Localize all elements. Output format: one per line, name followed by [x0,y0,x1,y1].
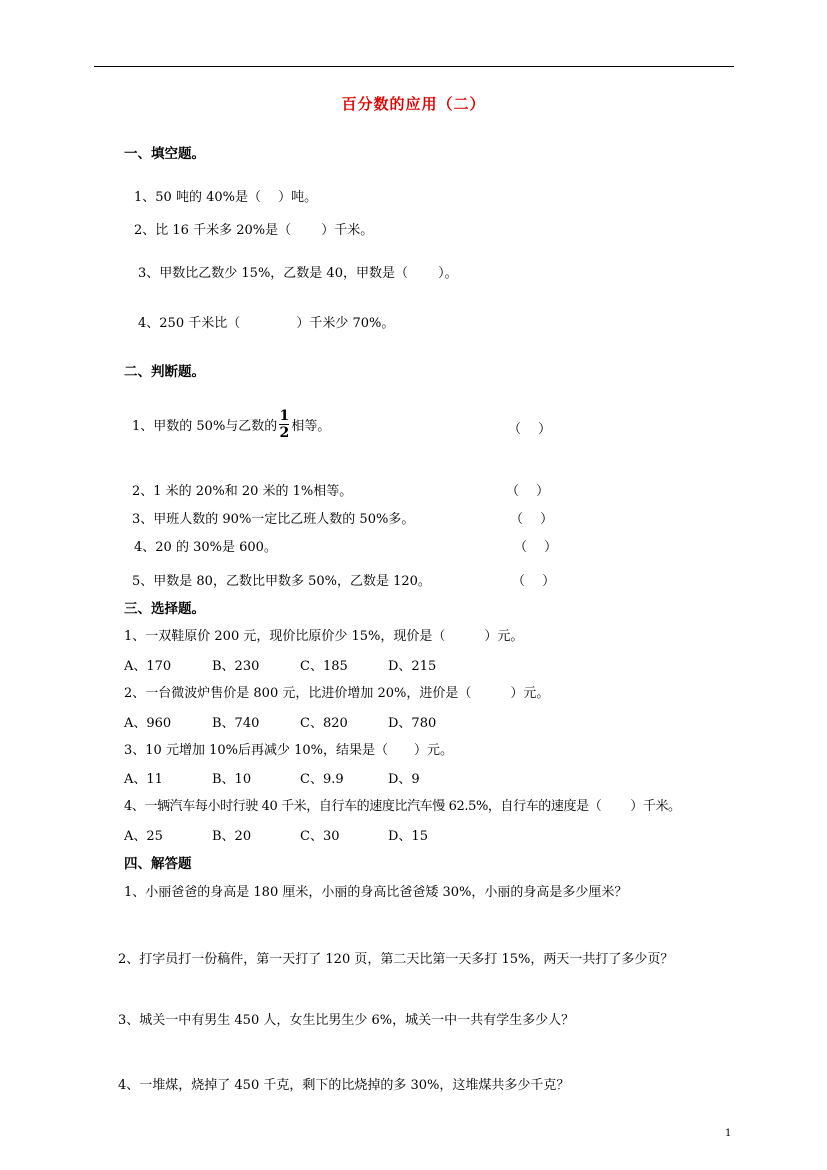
option-c: C、185 [300,659,348,674]
option-d: D、15 [388,829,428,844]
section-judge-heading: 二、判断题。 [124,364,205,380]
judge-question-2: 2、1 米的 20%和 20 米的 1%相等。 [132,484,353,499]
judge-question-4: 4、20 的 30%是 600。 [134,540,277,555]
fill-question-2: 2、比 16 千米多 20%是（ ）千米。 [134,223,374,238]
answer-question-4: 4、一堆煤，烧掉了 450 千克，剩下的比烧掉的多 30%，这堆煤共多少千克？ [118,1078,570,1093]
option-c: C、820 [300,716,348,731]
choice-question-4: 4、一辆汽车每小时行驶 40 千米，自行车的速度比汽车慢 62.5%，自行车的速度是（ ）千米。 [124,799,681,814]
option-a: A、960 [124,716,172,731]
option-b: B、10 [212,772,252,787]
section-answer-heading: 四、解答题 [124,856,192,872]
judge-question-1 [132,409,330,440]
option-d: D、780 [388,716,437,731]
answer-question-3: 3、城关一中有男生 450 人，女生比男生少 6%，城关一中一共有学生多少人？ [118,1013,575,1028]
judge-answer-paren-4: （ ） [514,540,558,555]
header-rule [94,66,734,67]
section-fill-heading: 一、填空题。 [124,146,205,162]
answer-question-2: 2、打字员打一份稿件，第一天打了 120 页，第二天比第一天多打 15%，两天一共打了多少页？ [118,952,674,967]
fill-question-3: 3、甲数比乙数少 15%，乙数是 40，甲数是（ ）。 [138,266,458,281]
fraction-numerator: 1 [279,408,290,424]
option-c: C、30 [300,829,340,844]
judge-answer-paren-1: （ ） [508,422,552,437]
page-title: 百分数的应用（二） [341,95,486,113]
judge-answer-paren-5: （ ） [512,574,556,589]
answer-question-1: 1、小丽爸爸的身高是 180 厘米，小丽的身高比爸爸矮 30%，小丽的身高是多少厘米？ [124,885,628,900]
choice-options-4 [124,825,476,844]
judge-question-5: 5、甲数是 80，乙数比甲数多 50%，乙数是 120。 [132,574,431,589]
judge-answer-paren-2: （ ） [506,484,550,499]
option-d: D、9 [388,772,420,787]
judge-q1-suffix: 相等。 [291,419,331,434]
choice-question-1: 1、一双鞋原价 200 元，现价比原价少 15%，现价是（ ）元。 [124,629,524,644]
fill-question-4: 4、250 千米比（ ）千米少 70%。 [138,316,395,331]
option-d: D、215 [388,659,437,674]
option-b: B、740 [212,716,260,731]
judge-question-3: 3、甲班人数的 90%一定比乙班人数的 50%多。 [132,512,415,527]
choice-question-2: 2、一台微波炉售价是 800 元，比进价增加 20%，进价是（ ）元。 [124,686,550,701]
option-a: A、11 [124,772,163,787]
fraction-one-half [279,409,289,440]
judge-q1-prefix: 1、甲数的 50%与乙数的 [132,419,278,434]
fraction-denominator: 2 [279,425,290,441]
choice-question-3: 3、10 元增加 10%后再减少 10%，结果是（ ）元。 [124,743,453,758]
option-a: A、25 [124,829,163,844]
option-b: B、20 [212,829,252,844]
fill-question-1: 1、50 吨的 40%是（ ）吨。 [134,190,318,205]
choice-options-3 [124,768,476,787]
section-choice-heading: 三、选择题。 [124,601,205,617]
option-b: B、230 [212,659,260,674]
option-c: C、9.9 [300,772,344,787]
choice-options-1 [124,655,476,674]
page-number: 1 [725,1128,732,1139]
judge-answer-paren-3: （ ） [510,512,554,527]
option-a: A、170 [124,659,172,674]
choice-options-2 [124,712,476,731]
